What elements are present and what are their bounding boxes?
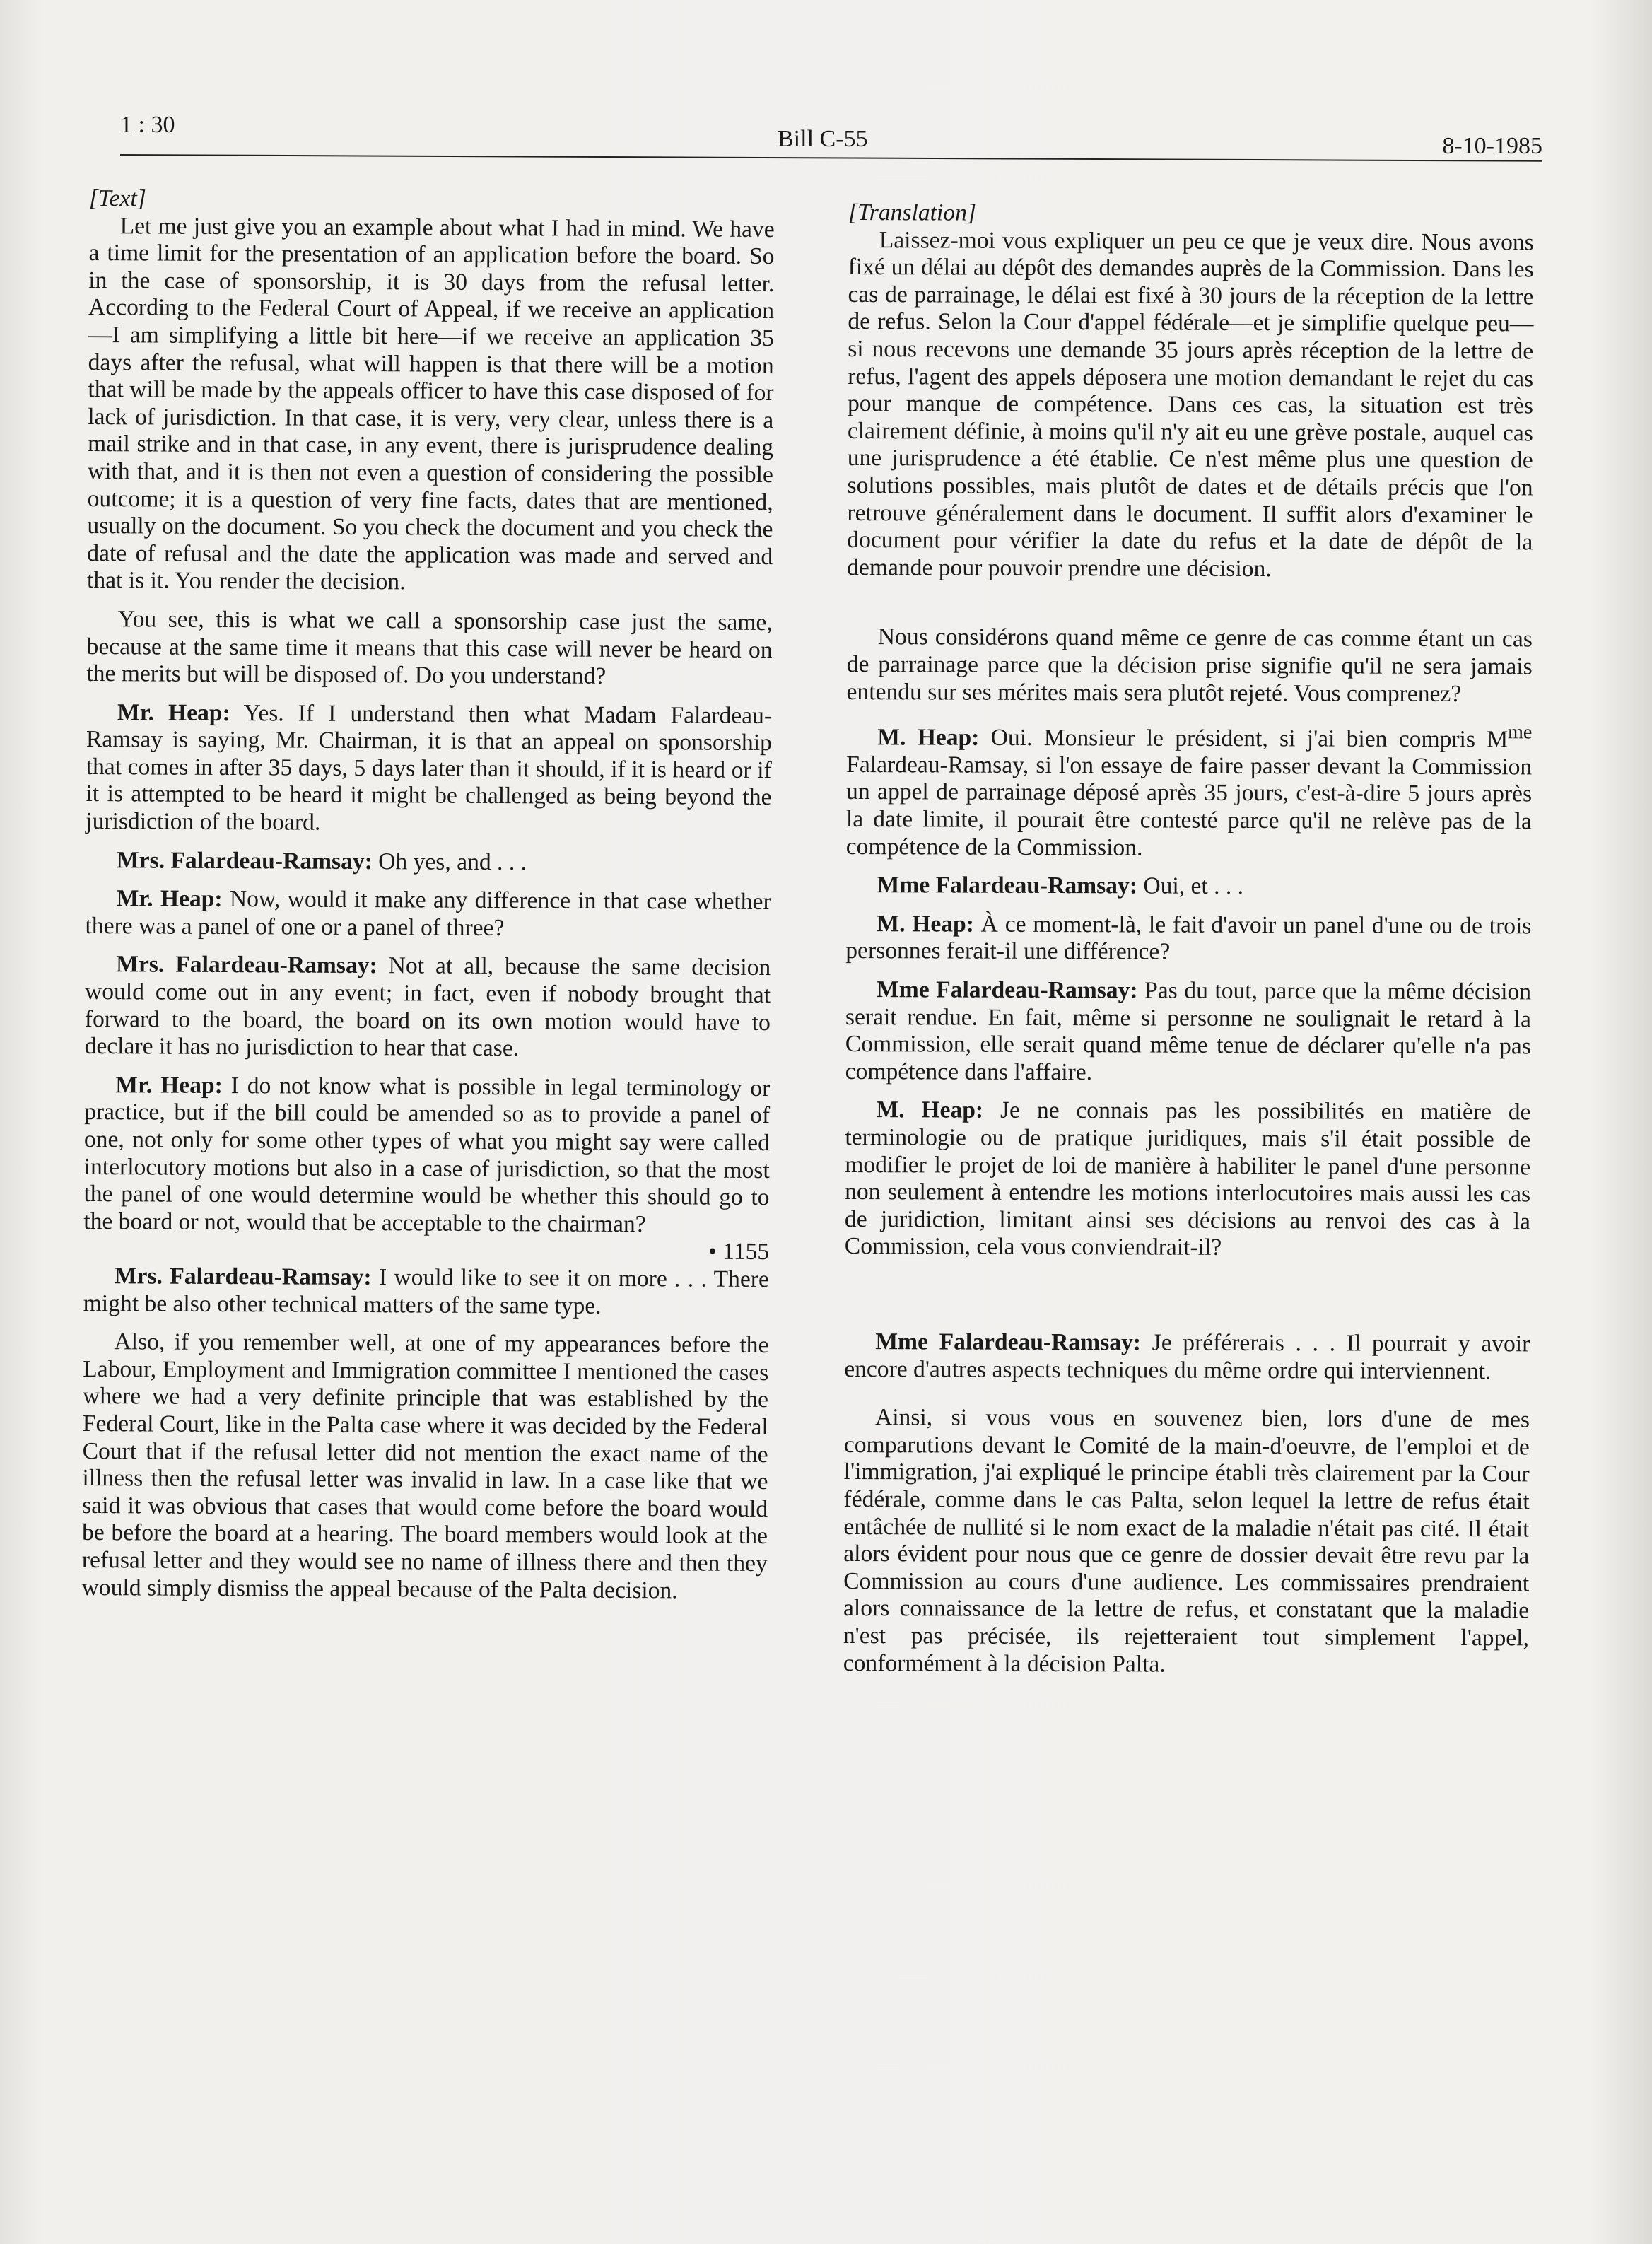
page-number: 1 : 30 [120,112,175,138]
time-marker: • 1155 [708,1238,770,1266]
speaker-name: Mr. Heap: [117,699,230,726]
speaker-name: Mr. Heap: [115,1072,223,1099]
speech [86,699,772,839]
speech-text: Now, would it make any difference in that case whether there was a panel of one or a panel of three? [85,886,771,941]
speech [846,872,1532,901]
speech-text: Yes. If I understand then what Madam Falardeau-Ramsay is saying, Mr. Chairman, it is that an appeal on sponsorship that comes in after 35 days, 5 days later than it should, if it is heard or if it is attempted to be heard it might be challenged as being beyond the jurisdiction of the board. [86,699,773,836]
speaker-name: Mrs. Falardeau-Ramsay: [116,846,373,875]
speech [86,847,771,878]
speech-text: Not at all, because the same decision would come out in any event; in fact, even if nobody brought that forward to the board, the board on its own motion would have to declare it has no jurisdiction to hear that case. [84,952,771,1062]
speaker-name: Mrs. Falardeau-Ramsay: [116,951,377,979]
speaker-name: Mme Falardeau-Ramsay: [875,1328,1142,1356]
speech-text: Je ne connais pas les possibilités en matière de terminologie ou de pratique juridiques, mais s'il était possible de modifier le projet de loi de manière à habiliter le panel d'une personne non seulement à entendre les motions interlocutoires mais aussi les cas de juridiction, limitant ainsi ses décisions au renvoi des cas à la Commission, cela vous conviendrait-il? [844,1097,1531,1261]
paragraph: Also, if you remember well, at one of my appearances before the Labour, Employment and Immigration committee I mentioned the cases where we had a very definite principle that was established by the Federal Court, like in the Palta case where it was decided by the Federal Court that if the refusal letter did not mention the exact name of the illness then the refusal letter was invalid in law. In a case like that we said it was obvious that cases that would come before the board would be before the board at a hearing. The board members would look at the refusal letter and they would see no name of illness there and then they would simply dismiss the appeal because of the Palta decision. [81,1328,769,1603]
speech-text: Oh yes, and . . . [372,848,527,875]
speech-text: À ce moment-là, le fait d'avoir un panel d'une ou de trois personnes ferait-il une différence? [845,911,1532,966]
paragraph: You see, this is what we call a sponsorship case just the same, because at the same time it means that this case will never be heard on the merits but will be disposed of. Do you understand? [86,606,773,689]
translation-label: [Translation] [848,199,977,226]
speech [845,976,1532,1088]
speech-text: Pas du tout, parce que la même décision serait rendue. En fait, même si personne ne soulignait le retard à la Commission, elle serait quand même tenue de déclarer qu'elle n'a pas compétence dans l'affaire. [845,977,1532,1086]
speech-text: Je préférerais . . . Il pourrait y avoir encore d'autres aspects techniques du même ordre qui interviennent. [844,1329,1530,1384]
speech-text: I do not know what is possible in legal terminology or practice, but if the bill could be amended so as to provide a panel of one, not only for some other types of what you might say were called interlocutory motions but also in a case of jurisdiction, so that the most the panel of one would determine would be whether this should go to the board or not, would that be acceptable to the chairman? [83,1072,771,1237]
speech-text: Oui. Monsieur le président, si j'ai bien compris M [979,724,1509,753]
speaker-name: Mrs. Falardeau-Ramsay: [114,1263,372,1291]
speech [845,911,1531,968]
speaker-name: Mme Falardeau-Ramsay: [877,976,1138,1004]
speech-text: Falardeau-Ramsay, si l'on essaye de faire passer devant la Commission un appel de parrainage déposé après 35 jours, c'est-à-dire 5 jours après la date limite, il pourait être contesté parce qu'il ne relève pas de la compétence de la Commission. [845,751,1533,861]
header-date: 8-10-1985 [1442,133,1542,159]
speech [83,1072,770,1239]
paragraph: Laissez-moi vous expliquer un peu ce que je veux dire. Nous avons fixé un délai au dépôt des demandes auprès de la Commission. Dans les cas de parrainage, le délai est fixé à 30 jours de la réception de la lettre de refus. Selon la Cour d'appel fédérale—et je simplifie quelque peu—si nous recevons une demande 35 jours après réception de la lettre de refus, l'agent des appels déposera une motion demandant le rejet du cas pour manque de compétence. Dans ces cas, la situation est très clairement définie, à moins qu'il n'y ait eu une grève postale, auquel cas une jurisprudence a été établie. Ce n'est même plus une question de solutions possibles, mais plutôt de dates et de détails précis que l'on retrouve généralement dans le document. Il suffit alors d'examiner le document pour vérifier la date du refus et la date de dépôt de la demande pour pouvoir prendre une décision. [847,226,1534,582]
french-column [843,199,1534,1679]
superscript: me [1508,721,1533,744]
paragraph: Ainsi, si vous vous en souvenez bien, lors d'une de mes comparutions devant le Comité de la main-d'oeuvre, de l'emploi et de l'immigration, j'ai expliqué le principe établi très clairement par la Cour fédérale, comme dans le cas Palta, selon lequel la lettre de refus était entâchée de nullité si le nom exact de la maladie n'était pas cité. Il était alors évident pour nous que ce genre de dossier devait être revu par la Commission au cours d'une audience. Les commissaires prendraient alors connaissance de la lettre de refus, et constatant que la maladie n'est pas précisée, ils rejetteraient tout simplement l'appel, conformément à la décision Palta. [843,1404,1530,1678]
page-header [120,112,1542,159]
speech [846,717,1533,863]
text-label: [Text] [88,185,146,212]
paragraph: Nous considérons quand même ce genre de cas comme étant un cas de parrainage parce que la décision prise signifie qu'il ne sera jamais entendu sur ses mérites mais sera plutôt rejeté. Vous comprenez? [846,624,1533,707]
speech-text: Oui, et . . . [1137,872,1244,900]
speech [85,951,771,1063]
speaker-name: M. Heap: [877,910,975,937]
speaker-name: M. Heap: [877,724,980,751]
speech [85,885,771,943]
bill-title: Bill C-55 [778,126,868,152]
speaker-name: Mme Falardeau-Ramsay: [877,872,1138,899]
english-column [82,185,775,1605]
speech [83,1263,769,1321]
speaker-name: M. Heap: [876,1097,984,1124]
speech-text: I would like to see it on more . . . There might be also other technical matters of the same type. [83,1264,769,1319]
speaker-name: Mr. Heap: [116,885,223,913]
speech [844,1328,1530,1386]
speech [845,1097,1531,1263]
paragraph: Let me just give you an example about what I had in mind. We have a time limit for the presentation of an application before the board. So in the case of sponsorship, it is 30 days from the refusal letter. According to the Federal Court of Appeal, if we receive an application—I am simplifying a little bit here—if we receive an application 35 days after the refusal, what will happen is that there will be a motion that will be made by the appeals officer to have this case disposed of for lack of jurisdiction. In that case, it is very, very clear, unless there is a mail strike and in that case, in any event, there is jurisprudence dealing with that, and it is then not even a question of considering the possible outcome; it is a question of very fine facts, dates that are mentioned, usually on the document. So you check the document and you check the date of refusal and the date the application was made and served and that is it. You render the decision. [86,212,775,595]
